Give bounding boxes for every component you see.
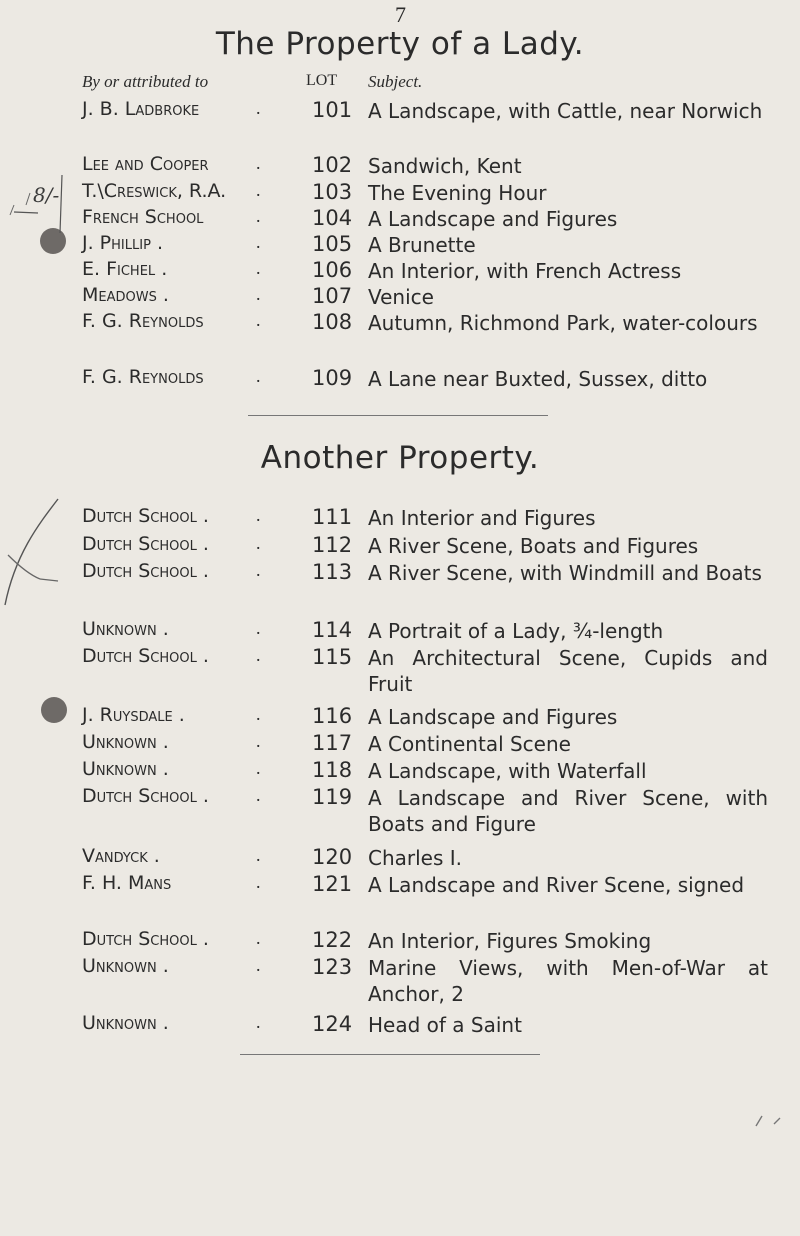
lot-number: 114 [312,618,353,642]
leader-dots: . [256,845,261,865]
lot-number: 123 [312,955,353,979]
lot-number: 118 [312,758,353,782]
subject: A Continental Scene [368,732,571,756]
subject: A Portrait of a Lady, ¾-length [368,619,664,643]
lot-row [0,704,800,734]
artist: Dutch School . [82,533,209,555]
subject: An Interior, Figures Smoking [368,929,652,953]
subject: A Lane near Buxted, Sussex, ditto [368,367,708,391]
artist: Unknown . [82,758,169,780]
lot-number: 107 [312,284,353,308]
leader-dots: . [256,560,261,580]
pencil-tick-icon [752,1112,792,1132]
subject: The Evening Hour [368,181,547,205]
lot-number: 101 [312,98,353,122]
section-divider [248,415,548,416]
leader-dots: . [256,232,261,252]
lot-number: 105 [312,232,353,256]
lot-row [0,153,800,183]
subject: Head of a Saint [368,1013,522,1037]
lot-row [0,955,800,1006]
artist: Meadows . [82,284,169,306]
artist: Lee and Cooper [82,153,209,175]
section-title-lady: The Property of a Lady. [215,26,585,62]
header-lot: LOT [306,72,338,89]
artist: J. B. Ladbroke [82,98,200,120]
lot-row [0,560,800,590]
lot-number: 109 [312,366,353,390]
lot-row [0,758,800,788]
lot-row [0,533,800,563]
subject: A Landscape and River Scene, with Boats and Figure [368,786,768,836]
leader-dots: . [256,310,261,330]
leader-dots: . [256,731,261,751]
lot-number: 120 [312,845,353,869]
artist: Dutch School . [82,785,209,807]
leader-dots: . [256,206,261,226]
leader-dots: . [256,533,261,553]
artist: F. G. Reynolds [82,366,204,388]
lot-number: 113 [312,560,353,584]
leader-dots: . [256,258,261,278]
subject: A Landscape and River Scene, signed [368,873,745,897]
subject: Autumn, Richmond Park, water-colours [368,311,758,335]
bottom-divider [240,1054,540,1055]
leader-dots: . [256,284,261,304]
lot-row [0,505,800,535]
subject: Charles I. [368,846,463,870]
page-number: 7 [395,2,406,27]
leader-dots: . [256,872,261,892]
lot-row [0,1012,800,1042]
artist: Vandyck . [82,845,160,867]
leader-dots: . [256,618,261,638]
artist: E. Fichel . [82,258,168,280]
subject: An Interior, with French Actress [368,259,682,283]
artist: Unknown . [82,731,169,753]
artist: Dutch School . [82,560,209,582]
artist: Dutch School . [82,928,209,950]
artist: J. Phillip . [82,232,163,254]
subject: A Landscape, with Waterfall [368,759,647,783]
header-subject: Subject. [368,72,423,91]
subject: A Landscape and Figures [368,207,618,231]
leader-dots: . [256,153,261,173]
artist: Unknown . [82,955,169,977]
lot-row [0,785,800,836]
lot-number: 102 [312,153,353,177]
subject: A Landscape, with Cattle, near Norwich [368,99,763,123]
lot-row [0,645,800,696]
leader-dots: . [256,928,261,948]
lot-number: 111 [312,505,353,529]
lot-number: 116 [312,704,353,728]
lot-number: 112 [312,533,353,557]
lot-row [0,98,800,128]
leader-dots: . [256,505,261,525]
artist: Unknown . [82,618,169,640]
artist: Dutch School . [82,505,209,527]
lot-number: 104 [312,206,353,230]
leader-dots: . [256,180,261,200]
lot-row [0,731,800,761]
subject: Marine Views, with Men-of-War at Anchor, 2 [368,956,768,1006]
leader-dots: . [256,785,261,805]
artist: French School [82,206,204,228]
lot-number: 103 [312,180,353,204]
lot-number: 122 [312,928,353,952]
pencil-bracket-icon [0,495,90,625]
lot-number: 106 [312,258,353,282]
lot-row [0,310,800,340]
artist: Unknown . [82,1012,169,1034]
subject: Sandwich, Kent [368,154,522,178]
subject: An Architectural Scene, Cupids and Fruit [368,646,768,696]
leader-dots: . [256,955,261,975]
lot-number: 124 [312,1012,353,1036]
pencil-stroke-icon [0,175,80,385]
lot-row [0,366,800,396]
artist: F. G. Reynolds [82,310,204,332]
handwritten-mark: 8/- [33,183,60,207]
subject: A River Scene, Boats and Figures [368,534,699,558]
subject: A Brunette [368,233,476,257]
subject: A River Scene, with Windmill and Boats [368,561,762,585]
lot-row [0,872,800,902]
lot-number: 115 [312,645,353,669]
lot-row [0,618,800,648]
lot-number: 119 [312,785,353,809]
leader-dots: . [256,704,261,724]
lot-row [0,845,800,875]
lot-number: 121 [312,872,353,896]
section-title-another: Another Property. [260,440,540,476]
leader-dots: . [256,98,261,118]
header-artist: By or attributed to [82,72,209,91]
artist: J. Ruysdale . [82,704,185,726]
leader-dots: . [256,1012,261,1032]
leader-dots: . [256,645,261,665]
artist: Dutch School . [82,645,209,667]
subject: An Interior and Figures [368,506,596,530]
lot-row [0,928,800,958]
artist: T.\Creswick, R.A. [82,180,227,202]
artist: F. H. Mans [82,872,172,894]
binder-hole-icon [41,697,67,723]
subject: A Landscape and Figures [368,705,618,729]
leader-dots: . [256,758,261,778]
lot-number: 108 [312,310,353,334]
subject: Venice [368,285,434,309]
leader-dots: . [256,366,261,386]
lot-number: 117 [312,731,353,755]
